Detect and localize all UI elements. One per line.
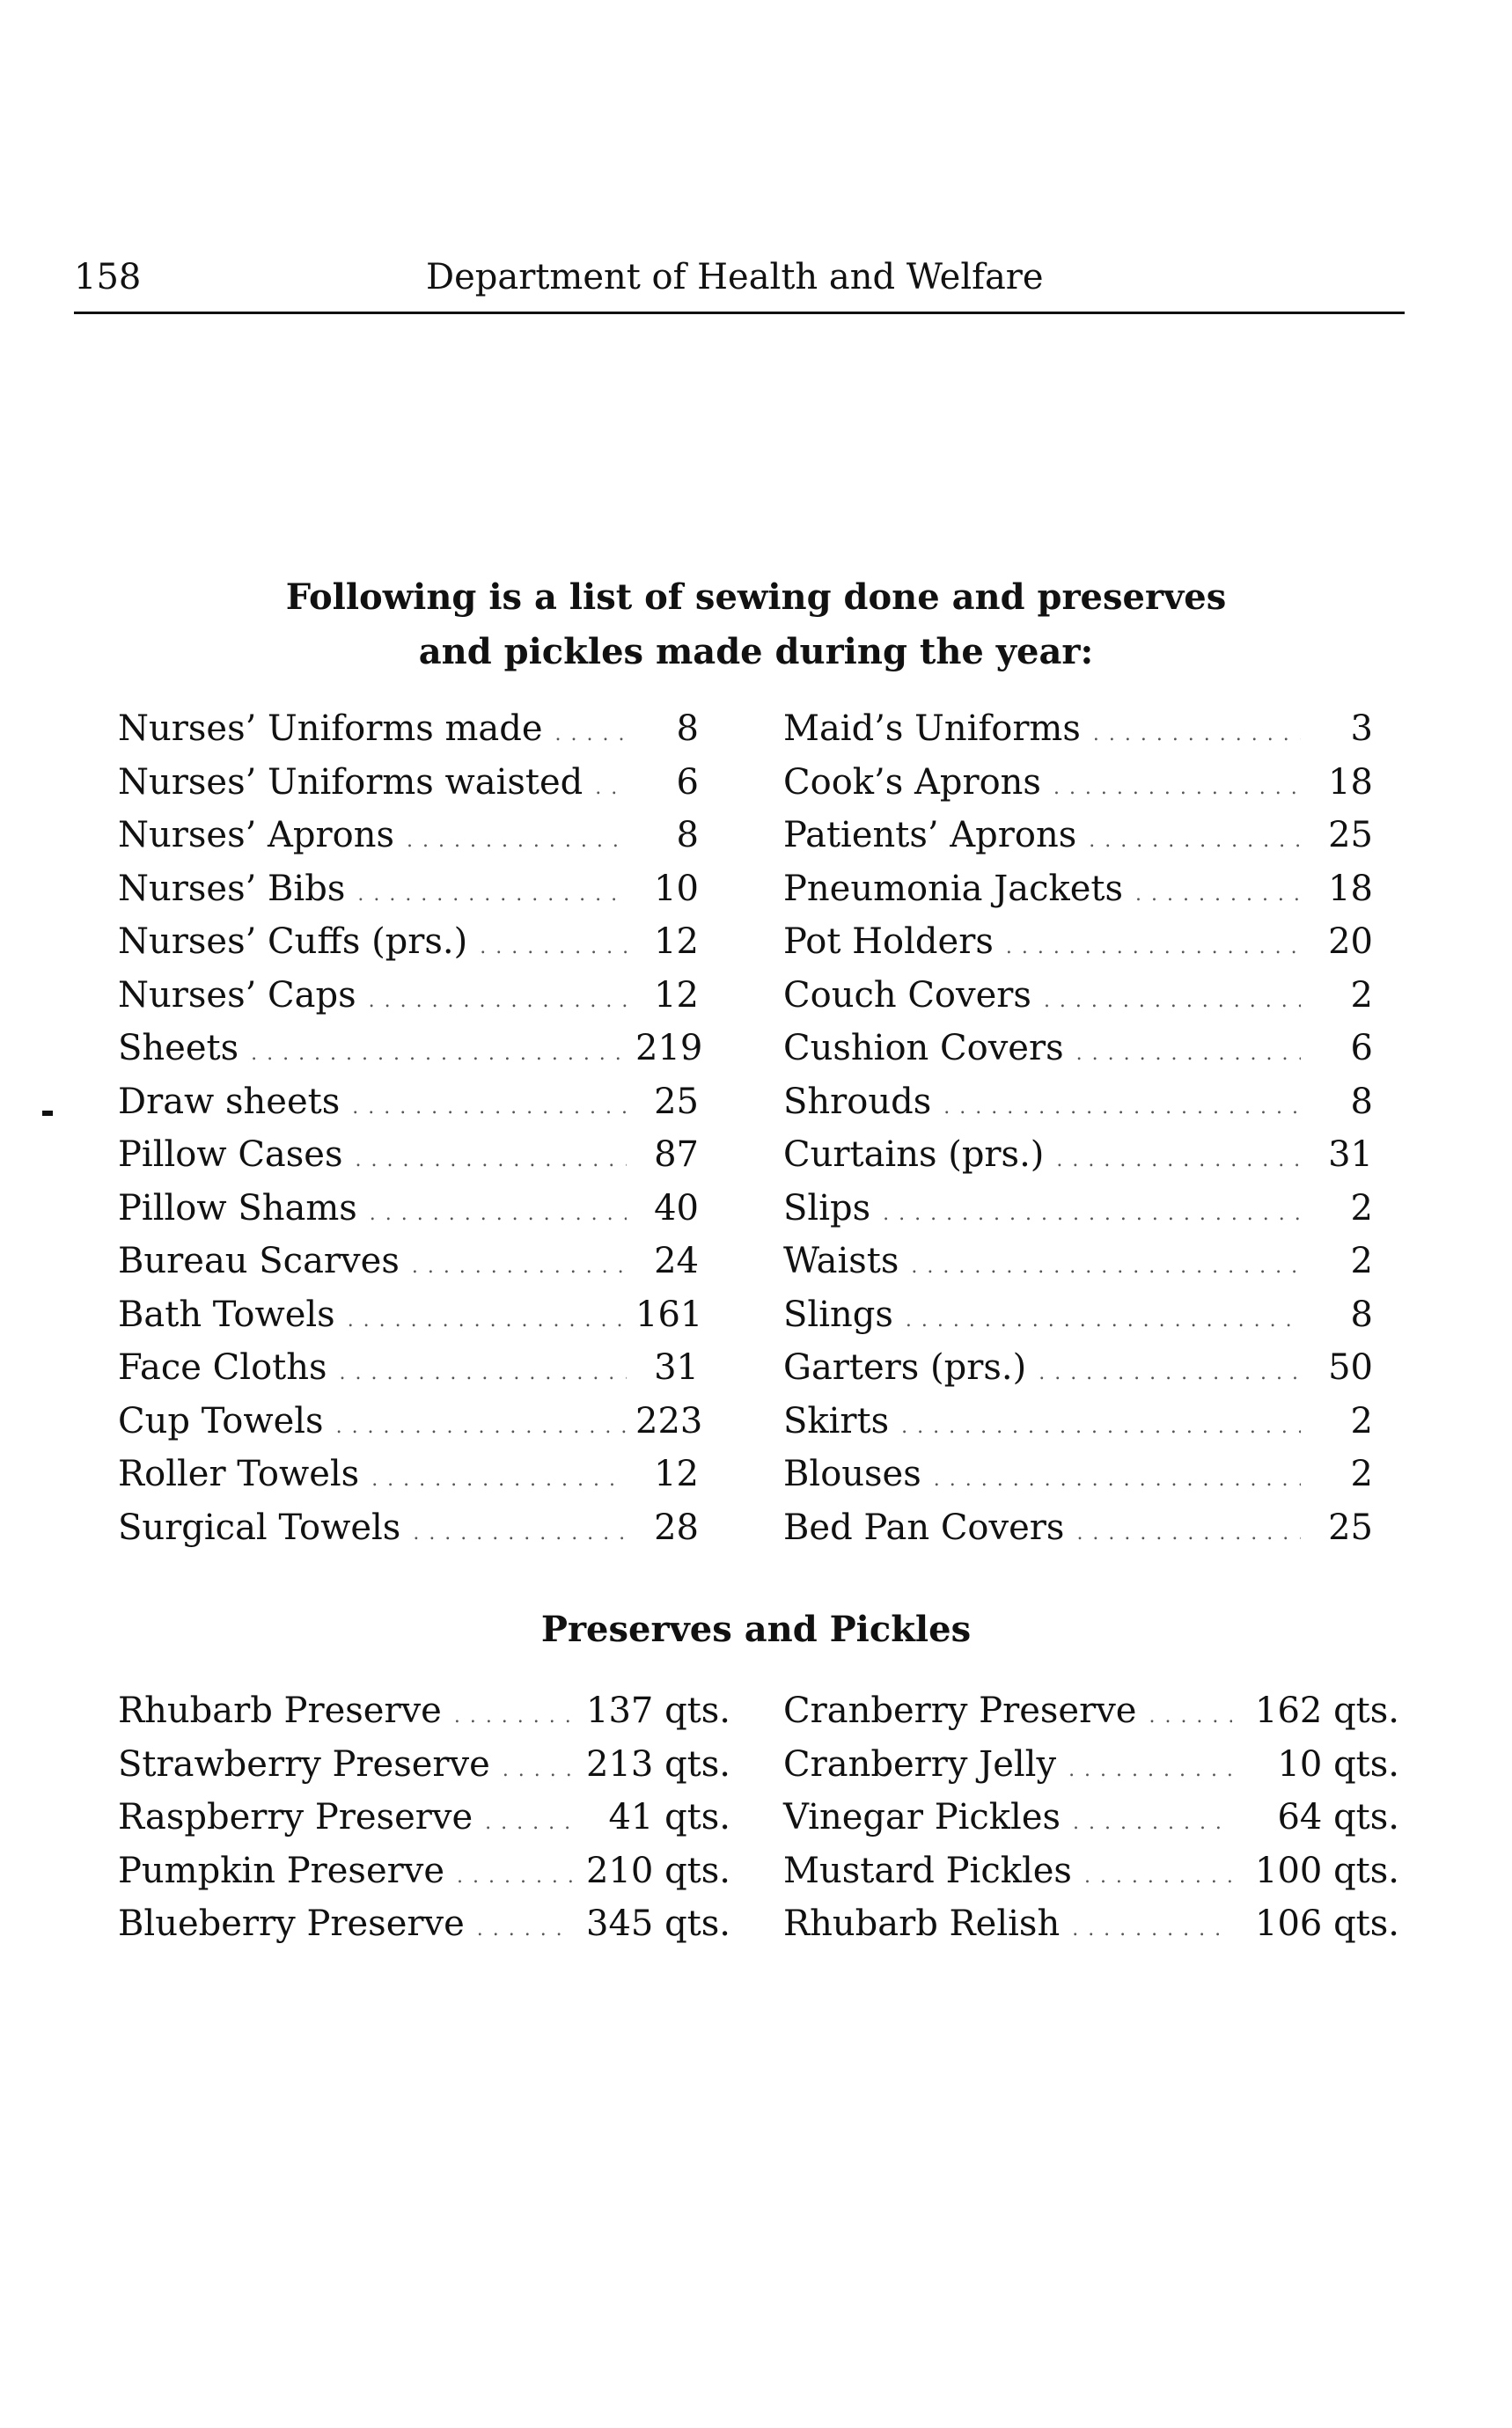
leader-dots [413, 1507, 627, 1561]
sewing-item-value: 8 [1350, 1294, 1373, 1335]
preserve-item [118, 1845, 730, 1898]
sewing-item-label: Slips [783, 1187, 871, 1229]
sewing-item [783, 1022, 1373, 1075]
sewing-item-label: Curtains (prs.) [783, 1134, 1045, 1175]
leader-dots [1084, 1851, 1232, 1904]
leader-dots [1072, 1904, 1232, 1957]
sewing-item [783, 1075, 1373, 1129]
sewing-item-label: Pot Holders [783, 921, 994, 962]
sewing-item [118, 862, 699, 916]
sewing-item-label: Bath Towels [118, 1294, 335, 1335]
preserve-item [118, 1738, 730, 1792]
sewing-item-label: Nurses’ Caps [118, 974, 356, 1016]
page-header [74, 252, 1405, 314]
leader-dots [485, 1797, 572, 1851]
sewing-item-value: 18 [1328, 761, 1373, 803]
preserve-item [783, 1738, 1399, 1792]
leader-dots [503, 1744, 572, 1798]
sewing-item [118, 1128, 699, 1182]
leader-dots [1076, 1028, 1301, 1082]
preserve-item-value: 100 qts. [1255, 1850, 1399, 1891]
leader-dots [1053, 762, 1301, 816]
leader-dots [1044, 975, 1301, 1029]
leader-dots [906, 1295, 1301, 1348]
sewing-item-label: Roller Towels [118, 1454, 360, 1494]
sewing-item-label: Waists [783, 1241, 899, 1281]
sewing-item-label: Pillow Shams [118, 1187, 357, 1229]
sewing-item [118, 702, 699, 756]
sewing-item-label: Face Cloths [118, 1347, 327, 1388]
sewing-list-right [783, 702, 1373, 1554]
sewing-item-value: 8 [1350, 1081, 1373, 1122]
sewing-item-value: 2 [1350, 1400, 1373, 1441]
preserve-item-label: Cranberry Jelly [783, 1743, 1057, 1785]
sewing-item-label: Bed Pan Covers [783, 1507, 1065, 1548]
preserve-item-value: 10 qts. [1277, 1743, 1399, 1785]
sewing-item [783, 1182, 1373, 1236]
leader-dots [883, 1188, 1301, 1242]
preserve-item [783, 1845, 1399, 1898]
preserves-list-left [118, 1684, 730, 1951]
sewing-item-value: 2 [1350, 974, 1373, 1016]
sewing-item-label: Garters (prs.) [783, 1347, 1027, 1388]
sewing-item [783, 1288, 1373, 1342]
preserve-item-value: 41 qts. [608, 1797, 730, 1838]
leader-dots [251, 1028, 627, 1082]
preserve-item [783, 1684, 1399, 1738]
preserve-item [118, 1897, 730, 1951]
sewing-item-label: Slings [783, 1294, 893, 1335]
leader-dots [901, 1401, 1301, 1455]
preserve-item [783, 1791, 1399, 1845]
preserve-item-label: Rhubarb Relish [783, 1904, 1061, 1944]
sewing-item [118, 809, 699, 862]
leader-dots [943, 1082, 1301, 1135]
sewing-item [118, 969, 699, 1023]
preserve-item [118, 1791, 730, 1845]
sewing-item-label: Nurses’ Uniforms waisted [118, 761, 584, 803]
leader-dots [457, 1851, 572, 1904]
sewing-item-value: 25 [654, 1081, 699, 1122]
sewing-item-label: Cushion Covers [783, 1028, 1064, 1068]
sewing-item-label: Draw sheets [118, 1081, 341, 1122]
sewing-item-value: 25 [1328, 1507, 1373, 1548]
sewing-item [783, 702, 1373, 756]
leader-dots [352, 1082, 627, 1135]
sewing-item [783, 969, 1373, 1023]
leader-dots [356, 1134, 627, 1188]
sewing-item [118, 756, 699, 810]
leader-dots [348, 1295, 627, 1348]
preserve-item-label: Raspberry Preserve [118, 1797, 473, 1838]
sewing-item [118, 1288, 703, 1342]
sewing-item-label: Nurses’ Bibs [118, 868, 346, 909]
sewing-item [118, 915, 699, 969]
sewing-item-value: 161 [635, 1294, 703, 1335]
leader-dots [336, 1401, 627, 1455]
sewing-item [783, 1501, 1373, 1555]
leader-dots [1093, 708, 1301, 762]
leader-dots [1149, 1691, 1232, 1744]
sewing-item [118, 1182, 699, 1236]
leader-dots [1039, 1347, 1301, 1401]
sewing-item [783, 915, 1373, 969]
heading-line-1: Following is a list of sewing done and preserves [285, 576, 1227, 618]
sewing-item-value: 31 [654, 1347, 699, 1388]
sewing-item-value: 28 [654, 1507, 699, 1548]
sewing-item-label: Shrouds [783, 1081, 932, 1122]
sewing-item [783, 756, 1373, 810]
sewing-item [118, 1235, 699, 1288]
margin-mark [42, 1111, 53, 1116]
preserve-item-value: 345 qts. [586, 1904, 730, 1944]
sewing-item-value: 2 [1350, 1454, 1373, 1494]
sewing-item-value: 20 [1328, 921, 1373, 962]
sewing-item-value: 6 [676, 761, 699, 803]
leader-dots [1006, 921, 1301, 975]
sewing-item-value: 18 [1328, 868, 1373, 909]
leader-dots [555, 708, 627, 762]
leader-dots [1135, 869, 1301, 922]
sewing-item-value: 25 [1328, 815, 1373, 855]
sewing-item-value: 10 [654, 868, 699, 909]
leader-dots [595, 762, 627, 816]
leader-dots [477, 1904, 572, 1957]
sewing-item-value: 6 [1350, 1028, 1373, 1068]
leader-dots [934, 1454, 1301, 1507]
sewing-item-label: Pillow Cases [118, 1134, 343, 1175]
preserve-item-label: Cranberry Preserve [783, 1691, 1137, 1731]
leader-dots [371, 1454, 627, 1507]
leader-dots [480, 921, 627, 975]
sewing-list-left [118, 702, 703, 1554]
sewing-item-label: Nurses’ Cuffs (prs.) [118, 921, 468, 962]
sewing-item-label: Maid’s Uniforms [783, 708, 1081, 749]
preserves-heading: Preserves and Pickles [540, 1609, 972, 1650]
page-number: 158 [74, 257, 142, 297]
leader-dots [1056, 1134, 1301, 1188]
sewing-item [783, 809, 1373, 862]
sewing-item-value: 87 [654, 1134, 699, 1175]
sewing-item-value: 50 [1328, 1347, 1373, 1388]
sewing-item-value: 223 [635, 1400, 703, 1441]
preserve-item-value: 162 qts. [1255, 1691, 1399, 1731]
sewing-item [783, 1448, 1373, 1501]
sewing-item [783, 1128, 1373, 1182]
sewing-item-value: 31 [1328, 1134, 1373, 1175]
leader-dots [911, 1241, 1301, 1295]
leader-dots [412, 1241, 627, 1295]
sewing-item-label: Cook’s Aprons [783, 761, 1041, 803]
sewing-item [783, 1235, 1373, 1288]
heading-line-2: and pickles made during the year: [418, 631, 1094, 672]
preserve-item-label: Blueberry Preserve [118, 1904, 465, 1944]
sewing-item [118, 1075, 699, 1129]
leader-dots [1089, 815, 1301, 869]
sewing-item-label: Couch Covers [783, 974, 1031, 1016]
sewing-item [118, 1022, 703, 1075]
sewing-item-value: 8 [676, 815, 699, 855]
preserve-item [783, 1897, 1399, 1951]
preserve-item-label: Rhubarb Preserve [118, 1691, 442, 1731]
preserve-item-value: 64 qts. [1277, 1797, 1399, 1838]
leader-dots [1068, 1744, 1232, 1798]
sewing-item-label: Skirts [783, 1400, 890, 1441]
sewing-item-value: 12 [654, 1454, 699, 1494]
preserve-item-value: 106 qts. [1255, 1904, 1399, 1944]
sewing-item-label: Pneumonia Jackets [783, 868, 1124, 909]
sewing-item-label: Sheets [118, 1028, 239, 1068]
running-title: Department of Health and Welfare [426, 257, 1044, 297]
sewing-item-label: Bureau Scarves [118, 1241, 400, 1281]
leader-dots [357, 869, 627, 922]
sewing-item-label: Patients’ Aprons [783, 815, 1077, 855]
sewing-item [118, 1448, 699, 1501]
sewing-item-value: 3 [1350, 708, 1373, 749]
preserve-item [118, 1684, 730, 1738]
leader-dots [370, 1188, 627, 1242]
leader-dots [1073, 1797, 1232, 1851]
sewing-item-value: 2 [1350, 1187, 1373, 1229]
preserve-item-label: Vinegar Pickles [783, 1797, 1061, 1838]
sewing-item-value: 24 [654, 1241, 699, 1281]
sewing-item [118, 1341, 699, 1395]
preserve-item-label: Pumpkin Preserve [118, 1850, 445, 1891]
leader-dots [1076, 1507, 1301, 1561]
sewing-item [783, 1341, 1373, 1395]
sewing-item-value: 12 [654, 921, 699, 962]
leader-dots [407, 815, 627, 869]
leader-dots [340, 1347, 627, 1401]
preserve-item-label: Strawberry Preserve [118, 1743, 490, 1785]
section-heading [0, 570, 1512, 679]
sewing-item-value: 219 [635, 1028, 703, 1068]
sewing-item-label: Surgical Towels [118, 1507, 401, 1548]
preserve-item-label: Mustard Pickles [783, 1850, 1072, 1891]
preserves-list-right [783, 1684, 1399, 1951]
preserve-item-value: 213 qts. [586, 1743, 730, 1785]
sewing-item-value: 40 [654, 1187, 699, 1229]
sewing-item-value: 8 [676, 708, 699, 749]
sewing-item [118, 1501, 699, 1555]
preserve-item-value: 137 qts. [586, 1691, 730, 1731]
sewing-item-value: 2 [1350, 1241, 1373, 1281]
leader-dots [454, 1691, 572, 1744]
sewing-item [783, 862, 1373, 916]
sewing-item-label: Cup Towels [118, 1400, 324, 1441]
leader-dots [369, 975, 627, 1029]
sewing-item [783, 1395, 1373, 1449]
sewing-item-label: Nurses’ Aprons [118, 815, 395, 855]
sewing-item [118, 1395, 703, 1449]
sewing-item-label: Nurses’ Uniforms made [118, 708, 543, 749]
sewing-item-value: 12 [654, 974, 699, 1016]
sewing-item-label: Blouses [783, 1454, 921, 1494]
preserve-item-value: 210 qts. [586, 1850, 730, 1891]
